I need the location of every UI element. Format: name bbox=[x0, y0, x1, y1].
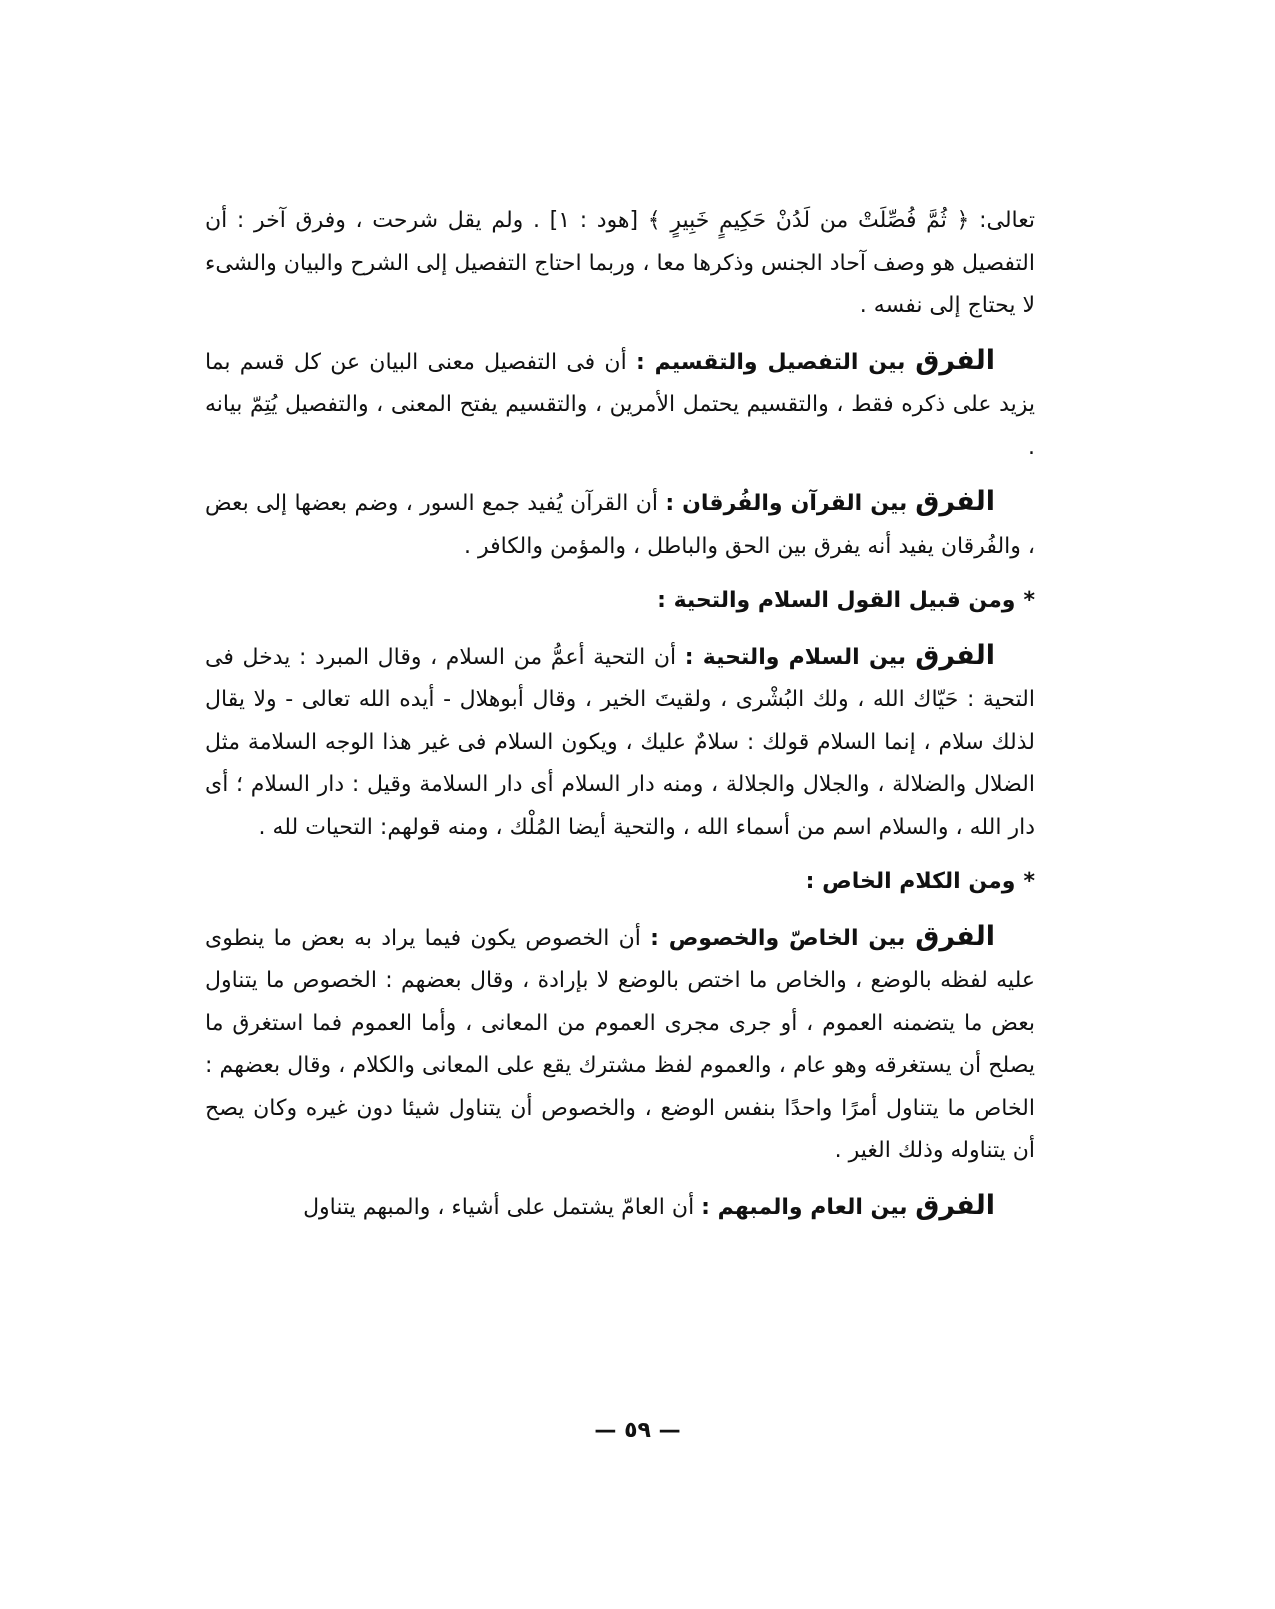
star-bullet: * bbox=[1023, 588, 1035, 613]
paragraph-quran-furqan bbox=[205, 481, 1035, 568]
entry-term bbox=[701, 1189, 995, 1221]
entry-head: الفرق bbox=[915, 639, 996, 671]
entry-text: أن الخصوص يكون فيما يراد به بعض ما ينطوى عليه لفظه بالوضع ، والخاص ما اختص بالوضع لا بإرادة ، وقال بعضهم : الخصوص ما يتناول بعض ما يتضمنه العموم ، أو جرى مجرى العموم من المعانى ، وأما العموم فما استغرق ما يصلح أن يستغرقه وهو عام ، والعموم لفظ مشترك يقع على المعانى والكلام ، وقال بعضهم : الخاص ما يتناول أمرًا واحدًا بنفس الوضع ، والخصوص أن يتناول شيئا دون غيره وكان يصح أن يتناوله وذلك الغير . bbox=[205, 925, 1035, 1163]
entry-head: الفرق bbox=[915, 486, 995, 517]
entry-head: الفرق bbox=[915, 920, 995, 952]
page-body bbox=[205, 200, 1035, 1241]
star-bullet: * bbox=[1023, 869, 1035, 894]
page-number: — ٥٩ — bbox=[594, 1418, 681, 1443]
entry-term-text: بين السلام والتحية : bbox=[684, 644, 916, 670]
entry-text: أن القرآن يُفيد جمع السور ، وضم بعضها إلى بعض ، والفُرقان يفيد أنه يفرق بين الحق والباطل ، والمؤمن والكافر . bbox=[205, 491, 1035, 559]
entry-term bbox=[684, 639, 996, 671]
section-heading-text: ومن قبيل القول السلام والتحية : bbox=[657, 588, 1016, 613]
section-heading-salam bbox=[205, 580, 1035, 623]
entry-term-text: بين العام والمبهم : bbox=[701, 1194, 916, 1220]
entry-head: الفرق bbox=[915, 1189, 995, 1221]
paragraph-continuation bbox=[205, 200, 1035, 328]
paragraph-salam-tahiyya bbox=[205, 635, 1035, 850]
section-heading-text: ومن الكلام الخاص : bbox=[805, 869, 1016, 894]
paragraph-amm-mubham bbox=[205, 1185, 1035, 1230]
entry-text: أن فى التفصيل معنى البيان عن كل قسم بما يزيد على ذكره فقط ، والتقسيم يحتمل الأمرين ، والتقسيم يفتح المعنى ، والتفصيل يُتِمّ بيانه . bbox=[205, 349, 1035, 460]
paragraph-tafsil-taqsim bbox=[205, 340, 1035, 470]
entry-term-text: بين الخاصّ والخصوص : bbox=[650, 925, 916, 951]
paragraph-khass-khusus bbox=[205, 916, 1035, 1173]
entry-term-text: بين التفصيل والتقسيم : bbox=[635, 349, 916, 375]
entry-text: أن العامّ يشتمل على أشياء ، والمبهم يتناول bbox=[303, 1194, 702, 1220]
paragraph-text: تعالى: ﴿ ثُمَّ فُصِّلَتْ من لَدُنْ حَكِيمٍ خَبِيرٍ ﴾ [هود : ١] . ولم يقل شرحت ، وفرق آخر : أن التفصيل هو وصف آحاد الجنس وذكرها معا ، وربما احتاج التفصيل إلى الشرح والبيان والشىء لا يحتاج إلى نفسه . bbox=[205, 208, 1035, 318]
entry-term bbox=[665, 486, 995, 517]
entry-term-text: بين القرآن والفُرقان : bbox=[665, 491, 916, 516]
entry-head: الفرق bbox=[915, 344, 995, 376]
section-heading-khass bbox=[205, 861, 1035, 904]
entry-term bbox=[650, 920, 995, 952]
entry-text: أن التحية أعمُّ من السلام ، وقال المبرد : يدخل فى التحية : حَيّاك الله ، ولك البُشْرى ، ولقيتَ الخير ، وقال أبوهلال - أيده الله تعالى - ولا يقال لذلك سلام ، إنما السلام قولك : سلامٌ عليك ، ويكون السلام فى غير هذا الوجه السلامة مثل الضلال والضلالة ، والجلال والجلالة ، ومنه دار السلام أى دار السلامة وقيل : دار السلام ؛ أى دار الله ، والسلام اسم من أسماء الله ، والتحية أيضا المُلْك ، ومنه قولهم: التحيات لله . bbox=[205, 644, 1035, 840]
entry-term bbox=[635, 344, 995, 376]
